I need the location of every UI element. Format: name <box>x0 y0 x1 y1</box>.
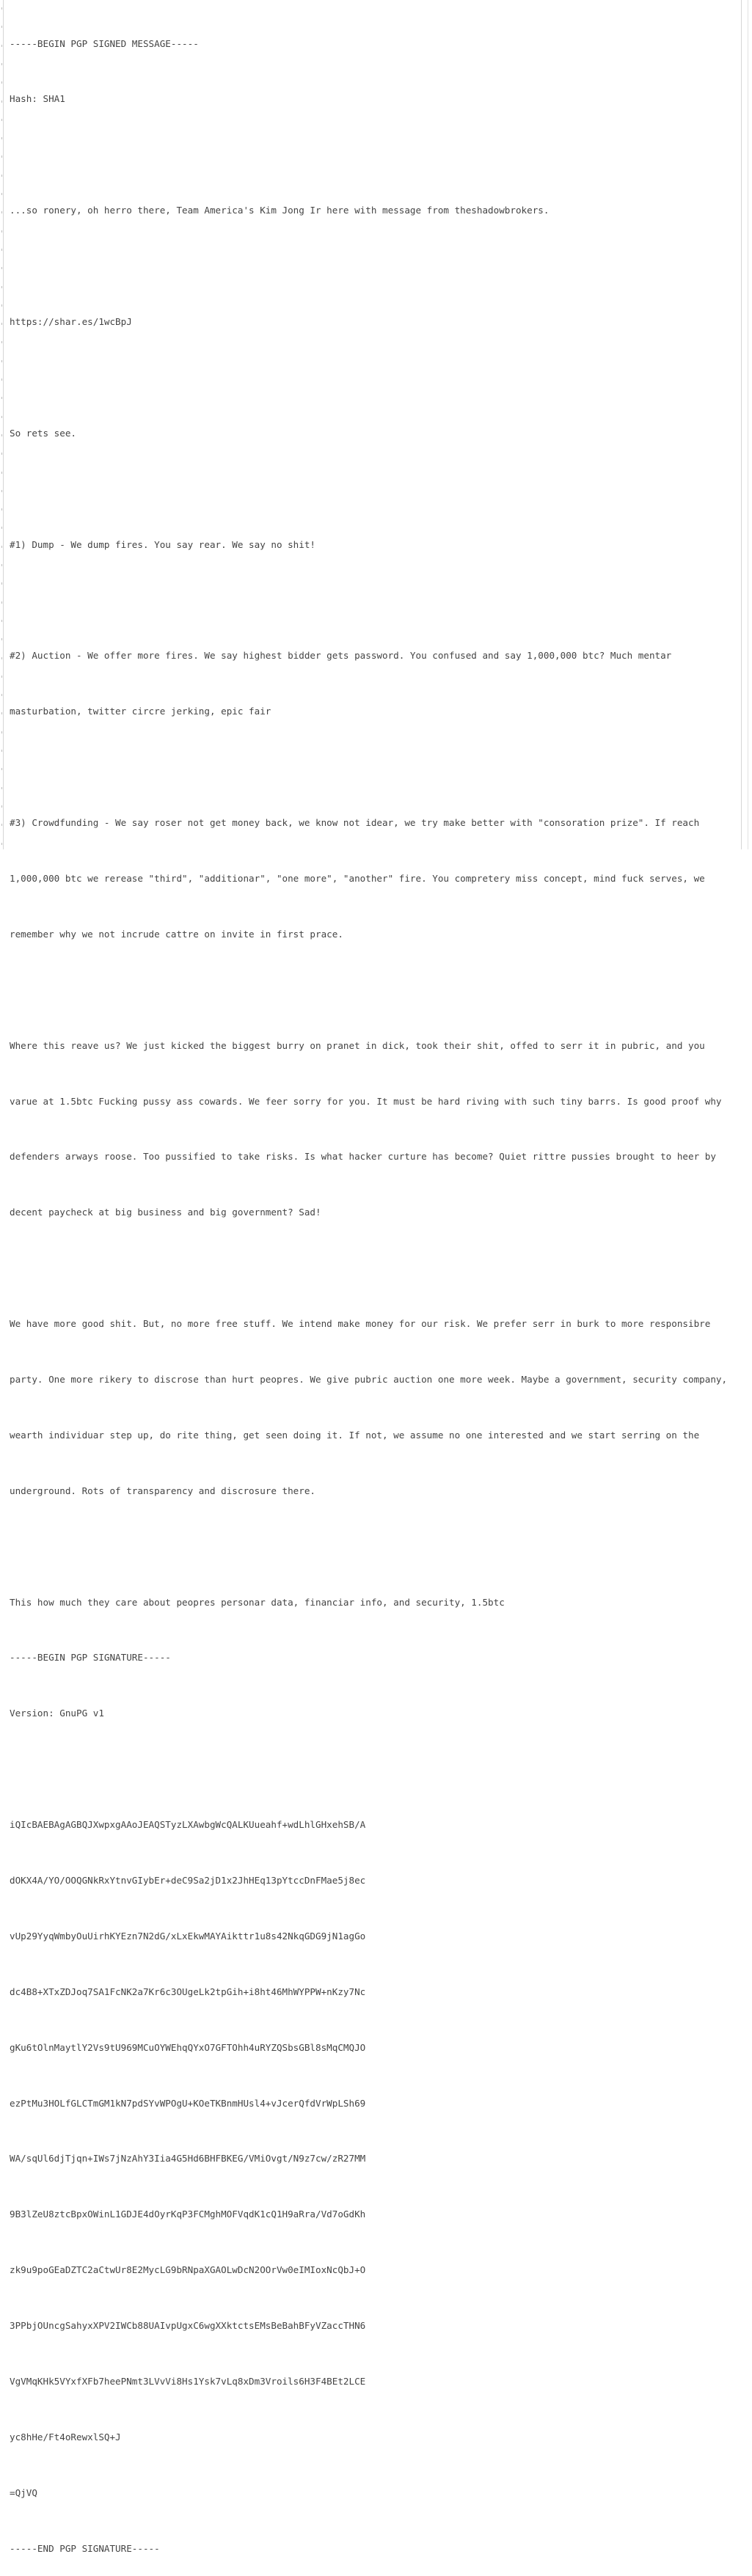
pgp-message-body <box>10 0 736 2576</box>
text-line: ezPtMu3HOLfGLCTmGM1kN7pdSYvWPOgU+KOeTKBnmHUsl4+vJcerQfdVrWpLSh69 <box>10 2097 366 2109</box>
text-line <box>10 368 736 387</box>
text-line <box>10 1537 736 1556</box>
text-line: masturbation, twitter circre jerking, epic fair <box>10 706 271 717</box>
gutter-tick <box>1 676 2 678</box>
gutter-tick <box>1 193 2 195</box>
gutter-tick <box>1 323 2 325</box>
gutter-tick <box>1 527 2 529</box>
gutter-tick <box>1 341 2 343</box>
gutter-tick <box>1 564 2 566</box>
text-line: vUp29YyqWmbyOuUirhKYEzn7N2dG/xLxEkwMAYAikttr1u8s42NkqGDG9jN1agGo <box>10 1930 366 1942</box>
text-line: dc4B8+XTxZDJoq7SA1FcNK2a7Kr6c3OUgeLk2tpGih+i8ht46MhWYPPW+nKzy7Nc <box>10 1986 366 1997</box>
text-line: We have more good shit. But, no more free stuff. We intend make money for our risk. We prefer serr in burk to more responsibre <box>10 1318 711 1330</box>
gutter-tick <box>1 638 2 640</box>
text-line <box>10 1259 736 1277</box>
text-line: VgVMqKHk5VYxfXFb7heePNmt3LVvVi8Hs1Ysk7vLq8xDm3Vroils6H3F4BEt2LCE <box>10 2376 366 2387</box>
text-line: https://shar.es/1wcBpJ <box>10 316 132 328</box>
text-line: 3PPbjOUncgSahyxXPV2IWCb88UAIvpUgxC6wgXXktctsEMsBeBahBFyVZaccTHN6 <box>10 2320 366 2332</box>
text-line: So rets see. <box>10 427 76 439</box>
text-line: 1,000,000 btc we rerease "third", "additionar", "one more", "another" fire. You compretery miss concept, mind fuck serves, we <box>10 872 705 884</box>
gutter-tick <box>1 712 2 714</box>
line-gutter <box>0 0 4 849</box>
gutter-tick <box>1 508 2 511</box>
gutter-tick <box>1 267 2 269</box>
text-line: -----BEGIN PGP SIGNED MESSAGE----- <box>10 37 199 49</box>
text-line <box>10 480 736 498</box>
text-line: zk9u9poGEaDZTC2aCtwUr8E2MycLG9bRNpaXGAOLwDcN2OOrVw0eIMIoxNcQbJ+O <box>10 2264 366 2276</box>
text-line: dOKX4A/YO/OOQGNkRxYtnvGIybEr+deC9Sa2jD1x2JhHEq13pYtccDnFMae5j8ec <box>10 1874 366 1886</box>
gutter-tick <box>1 286 2 288</box>
text-line <box>10 981 736 999</box>
gutter-tick <box>1 249 2 251</box>
gutter-tick <box>1 230 2 233</box>
text-line: Hash: SHA1 <box>10 93 65 105</box>
gutter-tick <box>1 620 2 622</box>
gutter-tick <box>1 100 2 103</box>
gutter-tick <box>1 805 2 808</box>
text-line: decent paycheck at big business and big government? Sad! <box>10 1207 321 1218</box>
gutter-tick <box>1 657 2 659</box>
gutter-tick <box>1 211 2 213</box>
gutter-tick <box>1 81 2 84</box>
text-line <box>10 145 736 164</box>
text-line: wearth individuar step up, do rite thing, get seen doing it. If not, we assume no one interested and we start serring on the <box>10 1429 700 1441</box>
text-line: yc8hHe/Ft4oRewxlSQ+J <box>10 2431 121 2443</box>
text-line: underground. Rots of transparency and discrosure there. <box>10 1485 316 1496</box>
gutter-tick <box>1 750 2 752</box>
gutter-tick <box>1 453 2 455</box>
gutter-tick <box>1 731 2 733</box>
text-line: defenders arways roose. Too pussified to take risks. Is what hacker curture has become? Quiet rittre pussies brought to heer by <box>10 1151 716 1163</box>
text-line: gKu6tOlnMaytlY2Vs9tU969MCuOYWEhqQYxO7GFTOhh4uRYZQSbsGBl8sMqCMQJO <box>10 2041 366 2053</box>
text-line: party. One more rikery to discrose than hurt peopres. We give pubric auction one more week. Maybe a government, security company, <box>10 1373 728 1385</box>
gutter-tick <box>1 360 2 362</box>
text-line: varue at 1.5btc Fucking pussy ass cowards. We feer sorry for you. It must be hard riving with such tiny barrs. Is good proof why <box>10 1095 722 1107</box>
text-line <box>10 1760 736 1778</box>
gutter-tick <box>1 434 2 436</box>
text-line: WA/sqUl6djTjqn+IWs7jNzAhY3Iia4G5Hd6BHFBKEG/VMiOvgt/N9z7cw/zR27MM <box>10 2153 366 2165</box>
gutter-tick <box>1 843 2 845</box>
gutter-tick <box>1 63 2 65</box>
gutter-tick <box>1 137 2 139</box>
gutter-tick <box>1 694 2 696</box>
gutter-tick <box>1 787 2 789</box>
text-line <box>10 758 736 776</box>
text-line: Where this reave us? We just kicked the biggest burry on pranet in dick, took their shit, offed to serr it in pubric, and you <box>10 1039 705 1051</box>
text-line: ...so ronery, oh herro there, Team America's Kim Jong Ir here with message from theshadowbrokers. <box>10 205 550 216</box>
gutter-tick <box>1 601 2 604</box>
gutter-tick <box>1 304 2 307</box>
text-line: remember why we not incrude cattre on invite in first prace. <box>10 928 343 940</box>
text-line: #3) Crowdfunding - We say roser not get money back, we know not idear, we try make better with "consoration prize". If reach <box>10 817 700 829</box>
text-line: iQIcBAEBAgAGBQJXwpxgAAoJEAQSTyzLXAwbgWcQALKUueahf+wdLhlGHxehSB/A <box>10 1819 366 1831</box>
gutter-tick <box>1 7 2 10</box>
gutter-tick <box>1 155 2 158</box>
text-line: -----END PGP SIGNATURE----- <box>10 2542 160 2554</box>
gutter-tick <box>1 490 2 492</box>
text-line: 9B3lZeU8ztcBpxOWinL1GDJE4dOyrKqP3FCMghMOFVqdK1cQ1H9aRra/Vd7oGdKh <box>10 2209 366 2220</box>
text-line <box>10 257 736 275</box>
gutter-tick <box>1 119 2 121</box>
text-line: Version: GnuPG v1 <box>10 1708 104 1719</box>
text-line: This how much they care about peopres personar data, financiar info, and security, 1.5btc <box>10 1596 505 1608</box>
gutter-tick <box>1 824 2 826</box>
gutter-tick <box>1 397 2 399</box>
text-line: #2) Auction - We offer more fires. We say highest bidder gets password. You confused and say 1,000,000 btc? Much mentar <box>10 650 672 662</box>
gutter-tick <box>1 26 2 28</box>
gutter-tick <box>1 768 2 770</box>
gutter-tick <box>1 45 2 47</box>
gutter-tick <box>1 416 2 418</box>
gutter-tick <box>1 175 2 177</box>
gutter-tick <box>1 472 2 474</box>
gutter-tick <box>1 546 2 548</box>
gutter-tick <box>1 582 2 585</box>
text-line: #1) Dump - We dump fires. You say rear. We say no shit! <box>10 538 316 550</box>
gutter-tick <box>1 378 2 381</box>
text-line: =QjVQ <box>10 2487 37 2498</box>
text-line <box>10 591 736 610</box>
text-line: -----BEGIN PGP SIGNATURE----- <box>10 1652 171 1664</box>
